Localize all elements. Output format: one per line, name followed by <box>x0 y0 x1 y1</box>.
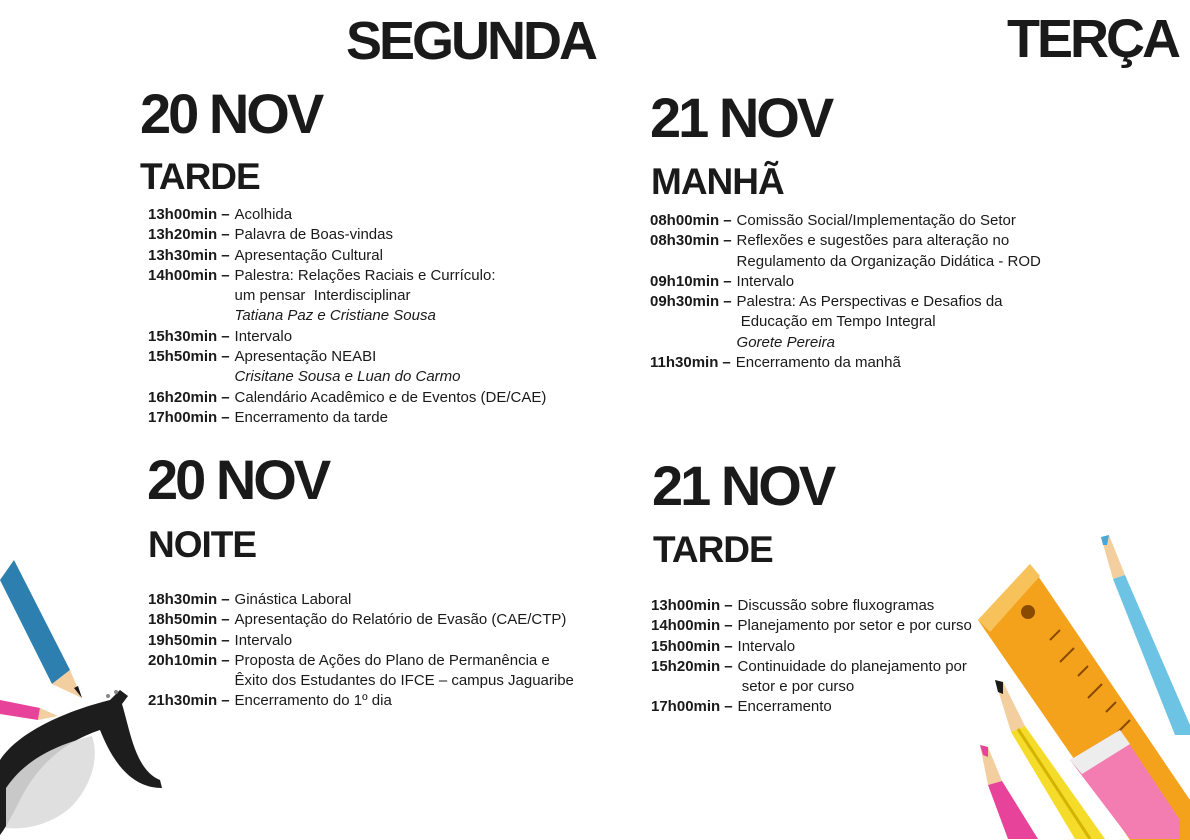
schedule-detail <box>736 353 901 373</box>
eyeglasses-icon <box>0 670 170 835</box>
schedule-time: 09h30min <box>650 293 720 311</box>
separator-dash: – <box>221 591 230 608</box>
schedule-list <box>148 590 574 712</box>
schedule-time: 14h00min <box>651 617 721 635</box>
schedule-item <box>148 327 546 347</box>
schedule-item <box>148 347 546 388</box>
schedule-text: Ginástica Laboral <box>234 591 352 608</box>
separator-dash: – <box>723 212 732 229</box>
schedule-text: Apresentação do Relatório de Evasão (CAE/CTP) <box>234 611 567 629</box>
separator-dash: – <box>221 692 230 710</box>
schedule-detail <box>235 225 393 245</box>
schedule-item <box>650 292 1041 353</box>
schedule-detail <box>738 697 832 717</box>
separator-dash: – <box>724 698 733 716</box>
date-heading: 20 NOV <box>147 448 329 511</box>
schedule-item <box>148 590 574 610</box>
schedule-time: 20h10min <box>148 651 218 669</box>
schedule-text: Encerramento do 1º dia <box>234 692 392 710</box>
separator-dash: – <box>221 348 230 366</box>
schedule-text: Apresentação Cultural <box>234 246 383 264</box>
schedule-item <box>148 691 574 711</box>
separator-dash: – <box>722 354 731 372</box>
schedule-text-continued: setor e por curso <box>737 678 855 696</box>
schedule-detail <box>738 596 935 616</box>
schedule-text: Acolhida <box>234 206 293 223</box>
schedule-text: Reflexões e sugestões para alteração no <box>736 232 1010 250</box>
date-heading: 20 NOV <box>140 82 322 145</box>
schedule-text: Palestra: As Perspectivas e Desafios da <box>736 293 1003 311</box>
schedule-time: 09h10min <box>650 272 720 290</box>
separator-dash: – <box>221 266 230 284</box>
schedule-text: Intervalo <box>234 631 293 649</box>
schedule-time: 08h30min <box>650 232 720 250</box>
schedule-time: 08h00min <box>650 212 720 229</box>
pencil-blue-icon <box>1095 535 1190 735</box>
schedule-item <box>148 651 574 692</box>
schedule-text-continued: Educação em Tempo Integral <box>736 313 936 331</box>
day-heading-tuesday: TERÇA <box>1007 9 1178 69</box>
pencil-pink-icon <box>978 745 1048 839</box>
schedule-time: 19h50min <box>148 631 218 649</box>
eraser-icon <box>1070 730 1180 839</box>
period-heading: MANHÃ <box>651 161 784 202</box>
schedule-time: 15h50min <box>148 348 218 366</box>
period-heading: TARDE <box>653 529 773 570</box>
separator-dash: – <box>221 226 230 244</box>
schedule-detail <box>235 408 388 428</box>
schedule-list <box>650 211 1041 373</box>
schedule-detail <box>235 347 461 388</box>
schedule-time: 14h00min <box>148 266 218 284</box>
schedule-item <box>148 610 574 630</box>
schedule-detail <box>737 272 795 292</box>
schedule-item <box>148 408 546 428</box>
schedule-time: 18h50min <box>148 611 218 629</box>
schedule-text: Discussão sobre fluxogramas <box>737 597 935 614</box>
separator-dash: – <box>221 388 230 406</box>
separator-dash: – <box>723 232 732 250</box>
schedule-text: Encerramento <box>737 698 832 716</box>
schedule-time: 15h30min <box>148 327 218 345</box>
speaker-name: Gorete Pereira <box>736 333 835 351</box>
schedule-text-continued: Regulamento da Organização Didática - ROD <box>736 252 1041 270</box>
separator-dash: – <box>221 327 230 345</box>
schedule-item <box>651 697 972 717</box>
schedule-time: 15h00min <box>651 637 721 655</box>
schedule-detail <box>737 211 1016 231</box>
schedule-time: 21h30min <box>148 692 218 710</box>
speaker-name: Tatiana Paz e Cristiane Sousa <box>234 307 436 325</box>
schedule-text: Intervalo <box>737 637 796 655</box>
schedule-text-continued: um pensar Interdisciplinar <box>234 287 411 305</box>
schedule-item <box>651 596 972 616</box>
separator-dash: – <box>221 611 230 629</box>
separator-dash: – <box>724 657 733 675</box>
schedule-list <box>148 205 546 428</box>
schedule-item <box>148 225 546 245</box>
schedule-item <box>651 637 972 657</box>
schedule-list <box>651 596 972 718</box>
schedule-text: Intervalo <box>736 272 795 290</box>
schedule-time: 11h30min <box>650 354 719 372</box>
separator-dash: – <box>724 597 733 614</box>
schedule-text: Planejamento por setor e por curso <box>737 617 972 635</box>
schedule-detail <box>235 388 547 408</box>
schedule-time: 13h20min <box>148 226 218 244</box>
separator-dash: – <box>221 206 230 223</box>
schedule-text: Palavra de Boas-vindas <box>234 226 393 244</box>
separator-dash: – <box>724 637 733 655</box>
schedule-item <box>148 246 546 266</box>
schedule-detail <box>235 246 383 266</box>
schedule-time: 17h00min <box>651 698 721 716</box>
schedule-detail <box>235 327 293 347</box>
schedule-text: Proposta de Ações do Plano de Permanência e <box>234 651 550 669</box>
schedule-text: Encerramento da manhã <box>735 354 901 372</box>
schedule-time: 13h00min <box>651 597 721 614</box>
schedule-text: Encerramento da tarde <box>234 408 388 426</box>
schedule-text: Apresentação NEABI <box>234 348 377 366</box>
schedule-detail <box>738 657 967 698</box>
schedule-time: 18h30min <box>148 591 218 608</box>
schedule-time: 13h00min <box>148 206 218 223</box>
schedule-item <box>650 231 1041 272</box>
separator-dash: – <box>724 617 733 635</box>
schedule-item <box>650 272 1041 292</box>
schedule-text: Continuidade do planejamento por <box>737 657 967 675</box>
schedule-item <box>650 211 1041 231</box>
schedule-detail <box>738 637 796 657</box>
schedule-text: Comissão Social/Implementação do Setor <box>736 212 1016 229</box>
schedule-detail <box>737 292 1003 353</box>
schedule-text-continued: Êxito dos Estudantes do IFCE – campus Jaguaribe <box>234 672 574 690</box>
speaker-name: Crisitane Sousa e Luan do Carmo <box>234 368 461 386</box>
schedule-detail <box>737 231 1041 272</box>
schedule-item <box>148 205 546 225</box>
schedule-text: Palestra: Relações Raciais e Currículo: <box>234 266 496 284</box>
schedule-text: Intervalo <box>234 327 293 345</box>
schedule-item <box>651 616 972 636</box>
separator-dash: – <box>723 272 732 290</box>
schedule-detail <box>738 616 972 636</box>
schedule-detail <box>235 631 293 651</box>
schedule-detail <box>235 691 392 711</box>
schedule-item <box>148 388 546 408</box>
schedule-detail <box>235 590 352 610</box>
period-heading: NOITE <box>148 524 257 565</box>
schedule-time: 17h00min <box>148 408 218 426</box>
schedule-text: Calendário Acadêmico e de Eventos (DE/CAE) <box>234 388 547 406</box>
schedule-item <box>148 266 546 327</box>
schedule-time: 15h20min <box>651 657 721 675</box>
schedule-detail <box>235 610 567 630</box>
day-heading-monday: SEGUNDA <box>346 11 596 71</box>
separator-dash: – <box>221 651 230 669</box>
schedule-detail <box>235 205 293 225</box>
schedule-time: 13h30min <box>148 246 218 264</box>
schedule-item <box>148 631 574 651</box>
schedule-item <box>650 353 1041 373</box>
date-heading: 21 NOV <box>652 454 834 517</box>
period-heading: TARDE <box>140 156 260 197</box>
separator-dash: – <box>221 246 230 264</box>
separator-dash: – <box>221 408 230 426</box>
date-heading: 21 NOV <box>650 86 832 149</box>
schedule-time: 16h20min <box>148 388 218 406</box>
separator-dash: – <box>221 631 230 649</box>
separator-dash: – <box>723 293 732 311</box>
schedule-item <box>651 657 972 698</box>
schedule-detail <box>235 266 496 327</box>
schedule-detail <box>235 651 574 692</box>
